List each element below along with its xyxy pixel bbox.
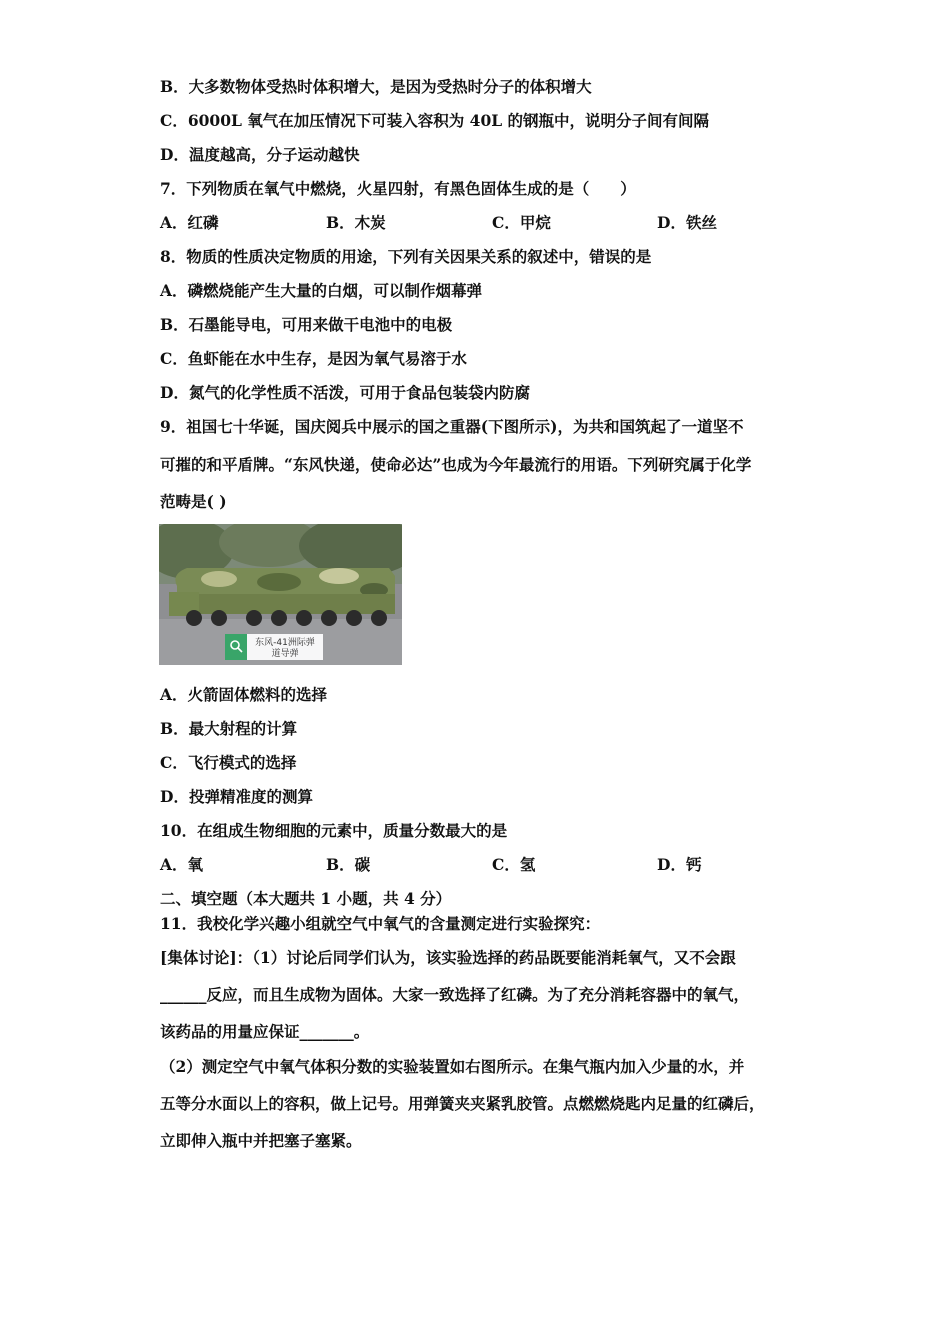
q10-option-d: D．钙 bbox=[657, 855, 702, 874]
question-11-line-3: 该药品的用量应保证_______。 bbox=[160, 1022, 370, 1041]
question-9-line-3: 范畴是( ) bbox=[160, 492, 227, 511]
photo-caption-line-1: 东风-41洲际弹 bbox=[255, 638, 315, 648]
missile-illustration bbox=[159, 524, 402, 665]
q8-option-c: C．鱼虾能在水中生存，是因为氧气易溶于水 bbox=[160, 349, 467, 368]
missile-parade-photo bbox=[159, 524, 402, 665]
q9-option-b: B．最大射程的计算 bbox=[160, 719, 298, 738]
q7-option-d: D．铁丝 bbox=[657, 213, 717, 232]
question-11-line-6: 立即伸入瓶中并把塞子塞紧。 bbox=[160, 1131, 362, 1150]
question-8: 8．物质的性质决定物质的用途，下列有关因果关系的叙述中，错误的是 bbox=[160, 247, 652, 266]
q8-option-d: D．氮气的化学性质不活泼，可用于食品包装袋内防腐 bbox=[160, 383, 530, 402]
question-11-line-4: （2）测定空气中氧气体积分数的实验装置如右图所示。在集气瓶内加入少量的水，并 bbox=[160, 1057, 745, 1076]
question-9-line-1: 9．祖国七十华诞，国庆阅兵中展示的国之重器(下图所示)，为共和国筑起了一道坚不 bbox=[160, 417, 744, 436]
section-2-heading: 二、填空题（本大题共 1 小题，共 4 分） bbox=[160, 889, 452, 908]
q7-option-b: B．木炭 bbox=[326, 213, 386, 232]
q9-option-d: D．投弹精准度的测算 bbox=[160, 787, 313, 806]
q7-option-a: A．红磷 bbox=[160, 213, 219, 232]
photo-caption-line-2: 道导弹 bbox=[271, 649, 299, 659]
question-11: 11．我校化学兴趣小组就空气中氧气的含量测定进行实验探究： bbox=[160, 914, 601, 933]
question-11-line-2: ______反应，而且生成物为固体。大家一致选择了红磷。为了充分消耗容器中的氧气， bbox=[160, 985, 750, 1004]
q8-option-a: A．磷燃烧能产生大量的白烟，可以制作烟幕弹 bbox=[160, 281, 483, 300]
question-10: 10．在组成生物细胞的元素中，质量分数最大的是 bbox=[160, 821, 508, 840]
q9-option-a: A．火箭固体燃料的选择 bbox=[160, 685, 328, 704]
question-9-line-2: 可摧的和平盾牌。“东风快递，使命必达”也成为今年最流行的用语。下列研究属于化学 bbox=[160, 455, 752, 474]
line-6c: C．6000L 氧气在加压情况下可装入容积为 40L 的钢瓶中，说明分子间有间隔 bbox=[160, 111, 710, 130]
line-6b: B．大多数物体受热时体积增大，是因为受热时分子的体积增大 bbox=[160, 77, 592, 96]
q7-option-c: C．甲烷 bbox=[492, 213, 551, 232]
line-6d: D．温度越高，分子运动越快 bbox=[160, 145, 360, 164]
question-11-line-5: 五等分水面以上的容积，做上记号。用弹簧夹夹紧乳胶管。点燃燃烧匙内足量的红磷后， bbox=[160, 1094, 765, 1113]
question-7: 7．下列物质在氧气中燃烧，火星四射，有黑色固体生成的是（ ） bbox=[160, 179, 636, 198]
q9-option-c: C．飞行模式的选择 bbox=[160, 753, 297, 772]
q10-option-b: B．碳 bbox=[326, 855, 371, 874]
q10-option-c: C．氢 bbox=[492, 855, 536, 874]
q8-option-b: B．石墨能导电，可用来做干电池中的电极 bbox=[160, 315, 453, 334]
question-11-line-1: [集体讨论]：（1）讨论后同学们认为，该实验选择的药品既要能消耗氧气，又不会跟 bbox=[160, 948, 736, 967]
q10-option-a: A．氧 bbox=[160, 855, 204, 874]
